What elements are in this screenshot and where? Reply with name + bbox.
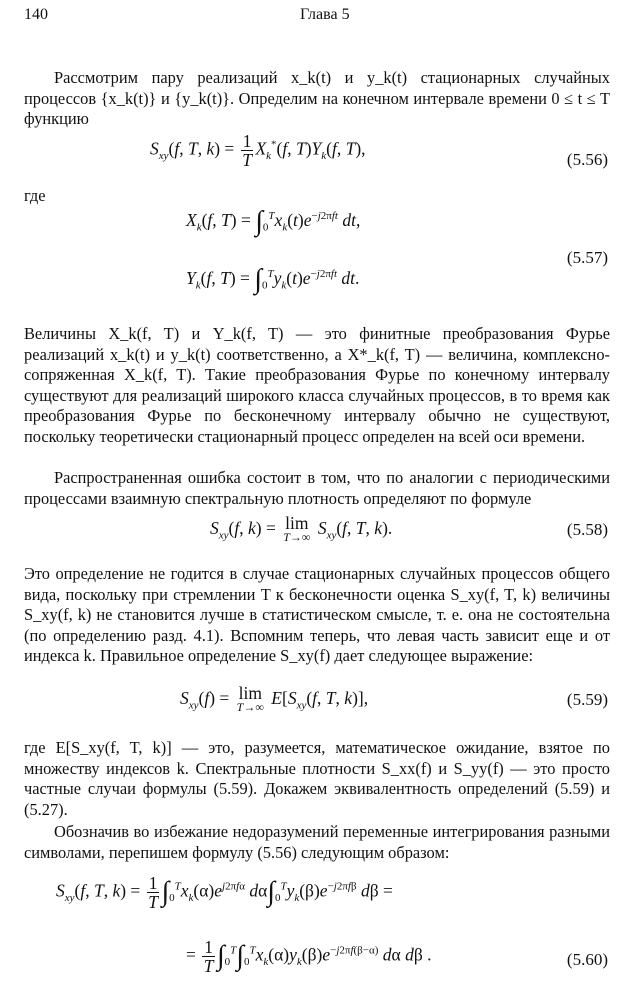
- paragraph-3: Распространенная ошибка состоит в том, что по аналогии с периодическими процессами взаимную спектральную плотность определяют по формуле: [24, 468, 610, 508]
- equation-5-56: $S_{xy}(f$, T, k) = $\frac{1}{T}$ $X_k^*(f$, $T)Y_k(f$, T),: [150, 131, 366, 170]
- paragraph-5: где E[S_xy(f, T, k)] — это, разумеется, математическое ожидание, взятое по множеству индексов k. Спектральные плотности S_xx(f) и S_yy(f) — это просто частные случаи формулы (5.59). Докажем эквивалентность определений (5.59) и (5.27).: [24, 738, 610, 819]
- paragraph-6: Обозначив во избежание недоразумений переменные интегрирования разными символами, перепишем формулу (5.56) следующим образом:: [24, 822, 610, 862]
- paragraph-2: Величины X_k(f, T) и Y_k(f, T) — это финитные преобразования Фурье реализаций x_k(t) и y_k(t) соответственно, а X*_k(f, T) — величина, комплексно-сопряженная X_k(f, T). Такие преобразования Фурье по конечному интервалу существуют для реализаций широкого класса случайных процессов, в то время как преобразования Фурье по бесконечному интервалу обычно не существуют, поскольку теоретически стационарный процесс определен на всей оси времени.: [24, 324, 610, 446]
- eq-number-5-58: (5.58): [566, 520, 608, 539]
- paragraph-4: Это определение не годится в случае стационарных случайных процессов общего вида, поскольку при стремлении T к бесконечности оценка S_xy(f, T, k) величины S_xy(f, k) не становится лучше в статистическом смысле, т. е. она не состоятельна (по определению разд. 4.1). Вспомним теперь, что левая часть зависит еще и от индекса k. Правильное определение S_xy(f) дает следующее выражение:: [24, 564, 610, 666]
- eq-number-5-59: (5.59): [566, 690, 608, 709]
- equation-5-57-y: $Y_k(f$, $T) = \int_0^Ty_k(t)e^{-j2\pi ft}$ dt.: [186, 263, 360, 295]
- equation-5-58: $S_{xy}(f$, k) = lim T→∞ $S_{xy}(f$, T, k).: [210, 513, 393, 544]
- equation-5-60-line1: $S_{xy}(f$, T, k) = $\frac{1}{T}$ $\int_0^Tx_k(\alpha)e^{j2\pi f\alpha}$ $d\alpha\int_0^Ty_k(\beta)e^{-j2\pi f\beta}$ dβ =: [56, 873, 393, 912]
- equation-5-59: $S_{xy}(f) = \lim$ T→∞ $E[S_{xy}(f$, T, k)],: [180, 683, 369, 714]
- eq-number-5-57: (5.57): [566, 248, 608, 267]
- where-word: где: [24, 186, 46, 205]
- equation-5-60-line2: = $\frac{1}{T}$ $\int_0^T\int_0^Tx_k(\alpha)y_k(\beta)e^{-j2\pi f(\beta-\alpha)}$ dα dβ .: [186, 937, 432, 976]
- eq-number-5-56: (5.56): [566, 150, 608, 169]
- page-number: 140: [24, 6, 48, 23]
- paragraph-1: Рассмотрим пару реализаций x_k(t) и y_k(t) стационарных случайных процессов {x_k(t)} и {y_k(t)}. Определим на конечном интервале времени 0 ≤ t ≤ T функцию: [24, 68, 610, 129]
- chapter-title: Глава 5: [300, 6, 350, 23]
- eq-number-5-60: (5.60): [566, 950, 608, 969]
- equation-5-57-x: $X_k(f$, $T) = \int_0^Tx_k(t)e^{-j2\pi ft}$ dt,: [186, 205, 361, 237]
